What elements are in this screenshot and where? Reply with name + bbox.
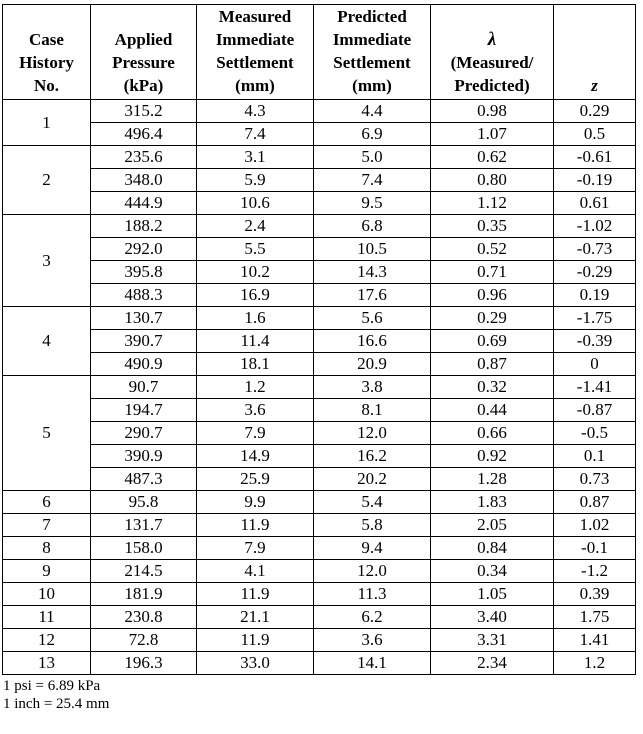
table-row (3, 215, 636, 238)
cell-applied-pressure: 214.5 (91, 560, 197, 583)
cell-predicted-settlement: 5.4 (314, 491, 431, 514)
table-row (3, 629, 636, 652)
cell-measured-settlement: 3.6 (197, 399, 314, 422)
cell-applied-pressure: 390.7 (91, 330, 197, 353)
cell-lambda: 3.31 (431, 629, 554, 652)
cell-z: -0.5 (554, 422, 636, 445)
cell-applied-pressure: 158.0 (91, 537, 197, 560)
cell-predicted-settlement: 5.8 (314, 514, 431, 537)
cell-applied-pressure: 72.8 (91, 629, 197, 652)
cell-applied-pressure: 395.8 (91, 261, 197, 284)
cell-predicted-settlement: 16.2 (314, 445, 431, 468)
cell-lambda: 2.05 (431, 514, 554, 537)
cell-applied-pressure: 488.3 (91, 284, 197, 307)
table-row (3, 583, 636, 606)
cell-predicted-settlement: 6.2 (314, 606, 431, 629)
cell-z: 0 (554, 353, 636, 376)
cell-predicted-settlement: 20.2 (314, 468, 431, 491)
cell-applied-pressure: 292.0 (91, 238, 197, 261)
cell-z: -0.29 (554, 261, 636, 284)
cell-z: 1.2 (554, 652, 636, 675)
cell-z: -1.75 (554, 307, 636, 330)
cell-case-no: 8 (3, 537, 91, 560)
cell-lambda: 0.35 (431, 215, 554, 238)
cell-measured-settlement: 1.6 (197, 307, 314, 330)
cell-z: 0.87 (554, 491, 636, 514)
table-row (3, 123, 636, 146)
cell-case-no: 3 (3, 215, 91, 307)
cell-z: 0.5 (554, 123, 636, 146)
cell-z: 1.02 (554, 514, 636, 537)
cell-predicted-settlement: 8.1 (314, 399, 431, 422)
cell-predicted-settlement: 10.5 (314, 238, 431, 261)
cell-applied-pressure: 196.3 (91, 652, 197, 675)
cell-predicted-settlement: 3.6 (314, 629, 431, 652)
cell-predicted-settlement: 5.6 (314, 307, 431, 330)
cell-measured-settlement: 3.1 (197, 146, 314, 169)
cell-lambda: 0.71 (431, 261, 554, 284)
table-row (3, 560, 636, 583)
footnotes (2, 677, 636, 713)
cell-measured-settlement: 16.9 (197, 284, 314, 307)
cell-lambda: 0.80 (431, 169, 554, 192)
cell-lambda: 0.32 (431, 376, 554, 399)
cell-predicted-settlement: 6.9 (314, 123, 431, 146)
table-row (3, 261, 636, 284)
cell-case-no: 13 (3, 652, 91, 675)
cell-lambda: 0.69 (431, 330, 554, 353)
table-row (3, 652, 636, 675)
table-header (3, 5, 636, 100)
cell-measured-settlement: 10.6 (197, 192, 314, 215)
cell-measured-settlement: 33.0 (197, 652, 314, 675)
table-row (3, 169, 636, 192)
cell-z: 0.61 (554, 192, 636, 215)
cell-lambda: 1.05 (431, 583, 554, 606)
cell-measured-settlement: 4.3 (197, 100, 314, 123)
table-row (3, 284, 636, 307)
cell-applied-pressure: 390.9 (91, 445, 197, 468)
cell-applied-pressure: 496.4 (91, 123, 197, 146)
cell-measured-settlement: 11.9 (197, 514, 314, 537)
cell-applied-pressure: 235.6 (91, 146, 197, 169)
header-predicted-settlement: Predicted Immediate Settlement (mm) (314, 5, 431, 100)
cell-predicted-settlement: 6.8 (314, 215, 431, 238)
cell-measured-settlement: 5.5 (197, 238, 314, 261)
cell-measured-settlement: 11.9 (197, 629, 314, 652)
cell-z: -0.61 (554, 146, 636, 169)
table-row (3, 376, 636, 399)
cell-z: 0.1 (554, 445, 636, 468)
cell-predicted-settlement: 20.9 (314, 353, 431, 376)
header-measured-settlement: Measured Immediate Settlement (mm) (197, 5, 314, 100)
header-lambda-ratio: λ (Measured/ Predicted) (431, 5, 554, 100)
table-row (3, 445, 636, 468)
cell-measured-settlement: 9.9 (197, 491, 314, 514)
cell-case-no: 7 (3, 514, 91, 537)
cell-z: 0.29 (554, 100, 636, 123)
cell-z: -1.02 (554, 215, 636, 238)
cell-lambda: 1.12 (431, 192, 554, 215)
table-row (3, 146, 636, 169)
cell-lambda: 2.34 (431, 652, 554, 675)
cell-applied-pressure: 130.7 (91, 307, 197, 330)
cell-measured-settlement: 18.1 (197, 353, 314, 376)
header-case-history: Case History No. (3, 5, 91, 100)
cell-measured-settlement: 21.1 (197, 606, 314, 629)
cell-z: -0.39 (554, 330, 636, 353)
cell-lambda: 3.40 (431, 606, 554, 629)
cell-case-no: 9 (3, 560, 91, 583)
cell-z: 1.75 (554, 606, 636, 629)
cell-predicted-settlement: 9.4 (314, 537, 431, 560)
cell-predicted-settlement: 3.8 (314, 376, 431, 399)
cell-z: 0.19 (554, 284, 636, 307)
cell-lambda: 0.29 (431, 307, 554, 330)
cell-case-no: 5 (3, 376, 91, 491)
cell-measured-settlement: 7.9 (197, 537, 314, 560)
cell-case-no: 4 (3, 307, 91, 376)
cell-measured-settlement: 11.4 (197, 330, 314, 353)
table-row (3, 192, 636, 215)
cell-applied-pressure: 487.3 (91, 468, 197, 491)
cell-predicted-settlement: 5.0 (314, 146, 431, 169)
cell-lambda: 0.44 (431, 399, 554, 422)
cell-predicted-settlement: 16.6 (314, 330, 431, 353)
cell-z: 0.39 (554, 583, 636, 606)
header-z: z (554, 5, 636, 100)
footnote-psi: 1 psi = 6.89 kPa (3, 678, 101, 694)
cell-applied-pressure: 230.8 (91, 606, 197, 629)
cell-predicted-settlement: 12.0 (314, 560, 431, 583)
settlement-table-sheet (2, 4, 636, 713)
cell-lambda: 0.84 (431, 537, 554, 560)
cell-lambda: 0.62 (431, 146, 554, 169)
table-row (3, 422, 636, 445)
cell-lambda: 0.34 (431, 560, 554, 583)
cell-applied-pressure: 315.2 (91, 100, 197, 123)
cell-predicted-settlement: 7.4 (314, 169, 431, 192)
cell-case-no: 6 (3, 491, 91, 514)
cell-lambda: 1.07 (431, 123, 554, 146)
cell-applied-pressure: 188.2 (91, 215, 197, 238)
table-body (3, 100, 636, 675)
table-row (3, 238, 636, 261)
cell-measured-settlement: 10.2 (197, 261, 314, 284)
header-applied-pressure: Applied Pressure (kPa) (91, 5, 197, 100)
cell-applied-pressure: 290.7 (91, 422, 197, 445)
cell-case-no: 11 (3, 606, 91, 629)
cell-lambda: 0.92 (431, 445, 554, 468)
cell-z: -0.73 (554, 238, 636, 261)
cell-predicted-settlement: 17.6 (314, 284, 431, 307)
table-row (3, 537, 636, 560)
cell-predicted-settlement: 14.1 (314, 652, 431, 675)
cell-applied-pressure: 131.7 (91, 514, 197, 537)
cell-lambda: 0.66 (431, 422, 554, 445)
settlement-comparison-table (2, 4, 636, 675)
cell-z: -0.1 (554, 537, 636, 560)
cell-measured-settlement: 7.4 (197, 123, 314, 146)
cell-applied-pressure: 95.8 (91, 491, 197, 514)
cell-lambda: 0.87 (431, 353, 554, 376)
cell-applied-pressure: 348.0 (91, 169, 197, 192)
cell-z: -1.2 (554, 560, 636, 583)
cell-predicted-settlement: 14.3 (314, 261, 431, 284)
cell-z: -1.41 (554, 376, 636, 399)
cell-measured-settlement: 4.1 (197, 560, 314, 583)
cell-case-no: 1 (3, 100, 91, 146)
cell-case-no: 12 (3, 629, 91, 652)
table-row (3, 330, 636, 353)
table-row (3, 100, 636, 123)
cell-z: -0.87 (554, 399, 636, 422)
table-row (3, 307, 636, 330)
cell-applied-pressure: 181.9 (91, 583, 197, 606)
table-row (3, 491, 636, 514)
cell-measured-settlement: 25.9 (197, 468, 314, 491)
lambda-symbol: λ (487, 29, 497, 50)
cell-applied-pressure: 490.9 (91, 353, 197, 376)
cell-applied-pressure: 194.7 (91, 399, 197, 422)
cell-predicted-settlement: 11.3 (314, 583, 431, 606)
table-row (3, 606, 636, 629)
cell-lambda: 1.83 (431, 491, 554, 514)
cell-lambda: 0.98 (431, 100, 554, 123)
cell-predicted-settlement: 4.4 (314, 100, 431, 123)
cell-measured-settlement: 2.4 (197, 215, 314, 238)
footnote-inch: 1 inch = 25.4 mm (3, 696, 110, 712)
cell-case-no: 10 (3, 583, 91, 606)
cell-applied-pressure: 90.7 (91, 376, 197, 399)
cell-measured-settlement: 14.9 (197, 445, 314, 468)
cell-lambda: 0.96 (431, 284, 554, 307)
cell-z: 1.41 (554, 629, 636, 652)
cell-z: 0.73 (554, 468, 636, 491)
cell-case-no: 2 (3, 146, 91, 215)
cell-measured-settlement: 1.2 (197, 376, 314, 399)
table-row (3, 353, 636, 376)
cell-predicted-settlement: 12.0 (314, 422, 431, 445)
cell-measured-settlement: 11.9 (197, 583, 314, 606)
table-row (3, 468, 636, 491)
cell-lambda: 1.28 (431, 468, 554, 491)
table-row (3, 399, 636, 422)
cell-measured-settlement: 7.9 (197, 422, 314, 445)
cell-measured-settlement: 5.9 (197, 169, 314, 192)
cell-applied-pressure: 444.9 (91, 192, 197, 215)
cell-lambda: 0.52 (431, 238, 554, 261)
cell-predicted-settlement: 9.5 (314, 192, 431, 215)
cell-z: -0.19 (554, 169, 636, 192)
table-row (3, 514, 636, 537)
